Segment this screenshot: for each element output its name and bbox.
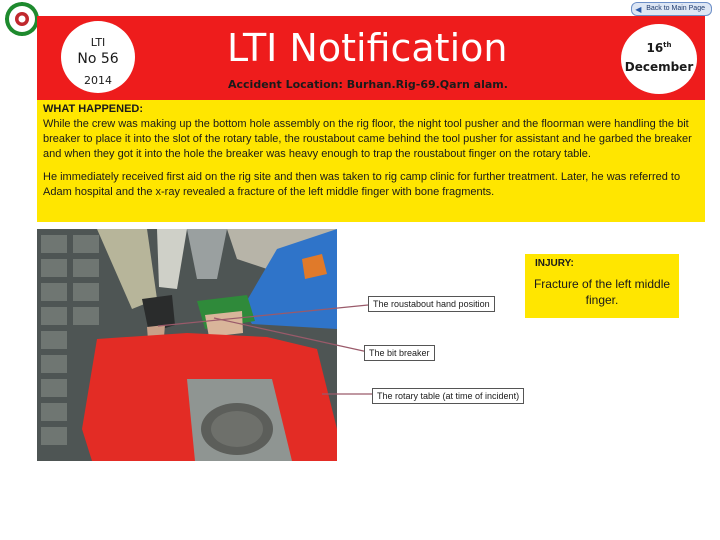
lti-label: LTI xyxy=(90,36,106,49)
what-happened-heading: WHAT HAPPENED: xyxy=(43,103,144,115)
header-banner xyxy=(37,16,705,100)
lti-year: 2014 xyxy=(84,74,112,87)
what-happened-paragraph-2: He immediately received first aid on the rig site and then was taken to rig camp clinic for further treatment. Later, he was referred to Adam hospital and the x-ray revealed a fracture of the left middle finger with bone fragments. xyxy=(43,171,681,198)
lti-number: No 56 xyxy=(77,51,119,67)
what-happened-paragraph-1: While the crew was making up the bottom hole assembly on the rig floor, the night tool pusher and the floorman were handling the bit breaker to place it into the slot of the rotary table, the roustabout came behind the tool pusher for assistant and he garbed the breaker and when they got it into the hole the breaker was heavy enough to trap the roustabout finger on the rotary table. xyxy=(43,118,692,160)
date-badge xyxy=(621,24,697,94)
injury-heading: INJURY: xyxy=(535,258,574,269)
injury-panel xyxy=(525,254,679,318)
company-logo xyxy=(2,1,42,37)
back-arrow-icon: ◀ xyxy=(635,5,642,14)
injury-description: Fracture of the left middle finger. xyxy=(533,277,671,307)
page-title: LTI Notification xyxy=(227,26,508,70)
lti-number-badge xyxy=(61,21,135,93)
callout-hand-position: The roustabout hand position xyxy=(368,296,495,312)
callout-rotary-table: The rotary table (at time of incident) xyxy=(372,388,524,404)
date-day: 16th xyxy=(646,41,672,55)
back-button-label: Back to Main Page xyxy=(646,5,705,12)
date-month: December xyxy=(624,60,694,74)
incident-photo xyxy=(37,229,337,461)
accident-location: Accident Location: Burhan.Rig-69.Qarn alam. xyxy=(228,78,508,91)
back-to-main-page-button[interactable] xyxy=(631,2,712,16)
what-happened-panel xyxy=(37,100,705,222)
callout-bit-breaker: The bit breaker xyxy=(364,345,435,361)
